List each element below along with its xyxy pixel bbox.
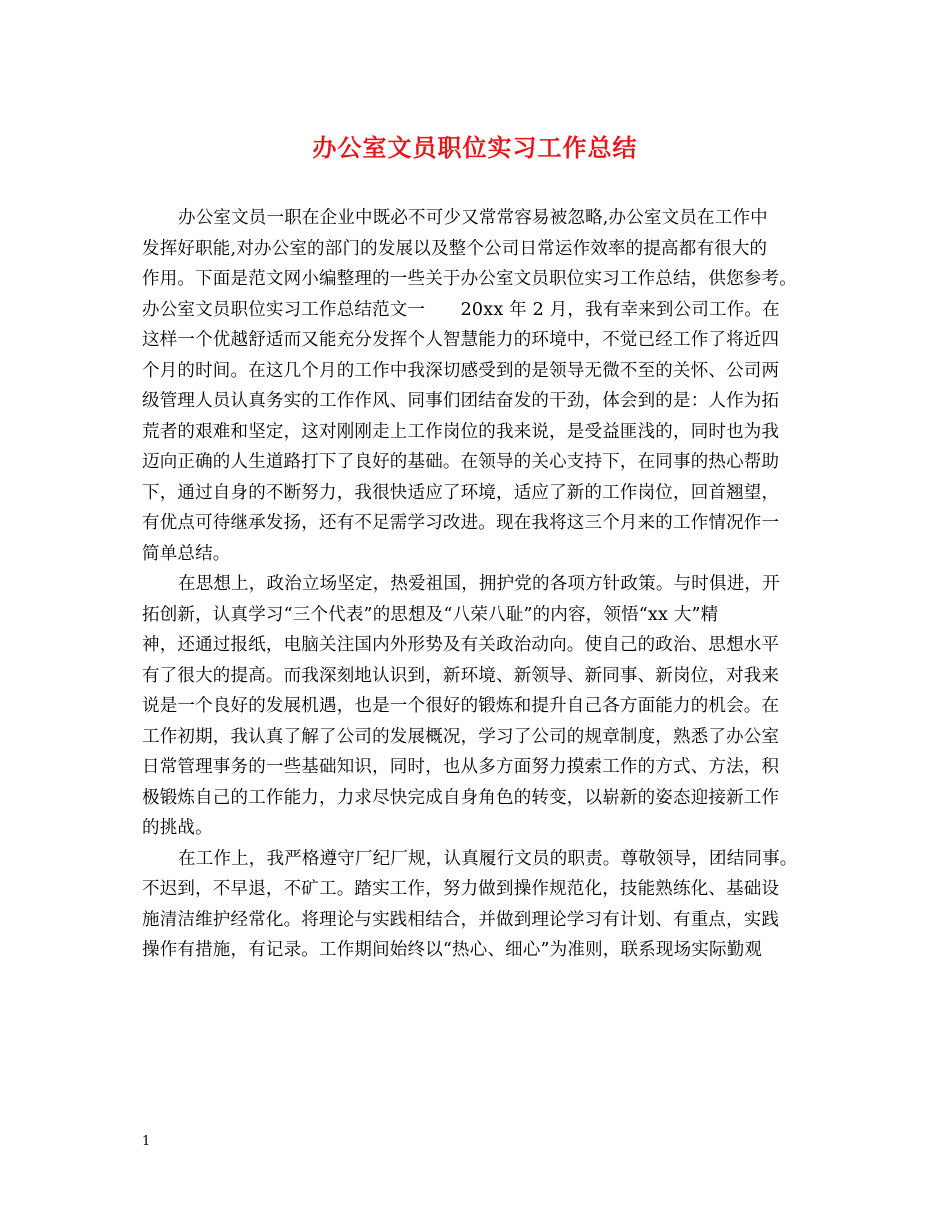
document-body bbox=[142, 203, 818, 966]
body-line: 个月的时间。在这几个月的工作中我深切感受到的是领导无微不至的关怀、公司两 bbox=[142, 360, 780, 381]
body-line: 工作初期，我认真了解了公司的发展概况，学习了公司的规章制度，熟悉了办公室 bbox=[142, 726, 780, 747]
body-line: 办公室文员一职在企业中既必不可少又常常容易被忽略,办公室文员在工作中 bbox=[178, 208, 768, 228]
body-line: 这样一个优越舒适而又能充分发挥个人智慧能力的环境中，不觉已经工作了将近四 bbox=[142, 330, 780, 350]
body-line: 荒者的艰难和坚定，这对刚刚走上工作岗位的我来说，是受益匪浅的，同时也为我 bbox=[142, 421, 780, 442]
body-line: 办公室文员职位实习工作总结范文一 20xx 年 2 月，我有幸来到公司工作。在 bbox=[142, 299, 780, 320]
body-line: 极锻炼自己的工作能力，力求尽快完成自身角色的转变，以崭新的姿态迎接新工作 bbox=[142, 787, 780, 808]
body-line: 简单总结。 bbox=[142, 543, 231, 564]
body-line: 迈向正确的人生道路打下了良好的基础。在领导的关心支持下，在同事的热心帮助 bbox=[142, 452, 780, 472]
body-line: 神，还通过报纸，电脑关注国内外形势及有关政治动向。使自己的政治、思想水平 bbox=[142, 635, 780, 655]
body-line: 施清洁维护经常化。将理论与实践相结合，并做到理论学习有计划、有重点，实践 bbox=[142, 909, 780, 930]
body-line: 的挑战。 bbox=[142, 818, 213, 838]
body-line: 发挥好职能,对办公室的部门的发展以及整个公司日常运作效率的提高都有很大的 bbox=[142, 238, 768, 259]
body-line: 有优点可待继承发扬，还有不足需学习改进。现在我将这三个月来的工作情况作一 bbox=[142, 513, 780, 533]
document-title: 办公室文员职位实习工作总结 bbox=[312, 134, 638, 162]
body-line: 下，通过自身的不断努力，我很快适应了环境，适应了新的工作岗位，回首翘望， bbox=[142, 482, 780, 503]
body-line: 在思想上，政治立场坚定，热爱祖国，拥护党的各项方针政策。与时俱进，开 bbox=[178, 574, 780, 594]
body-line: 操作有措施，有记录。工作期间始终以“热心、细心”为准则，联系现场实际勤观 bbox=[142, 940, 763, 960]
body-line: 在工作上，我严格遵守厂纪厂规，认真履行文员的职责。尊敬领导，团结同事。 bbox=[178, 848, 798, 869]
body-line: 级管理人员认真务实的工作作风、同事们团结奋发的干劲，体会到的是：人作为拓 bbox=[142, 391, 780, 411]
body-line: 说是一个良好的发展机遇，也是一个很好的锻炼和提升自己各方面能力的机会。在 bbox=[142, 696, 780, 716]
body-line: 拓创新，认真学习“三个代表”的思想及“八荣八耻”的内容，领悟“xx 大”精 bbox=[142, 604, 719, 625]
body-line: 日常管理事务的一些基础知识，同时，也从多方面努力摸索工作的方式、方法，积 bbox=[142, 757, 780, 777]
body-line: 作用。下面是范文网小编整理的一些关于办公室文员职位实习工作总结，供您参考。 bbox=[142, 269, 797, 289]
body-line: 有了很大的提高。而我深刻地认识到，新环境、新领导、新同事、新岗位，对我来 bbox=[142, 665, 780, 686]
page-number: 1 bbox=[142, 1134, 151, 1149]
body-line: 不迟到，不早退，不矿工。踏实工作，努力做到操作规范化，技能熟练化、基础设 bbox=[142, 879, 780, 899]
